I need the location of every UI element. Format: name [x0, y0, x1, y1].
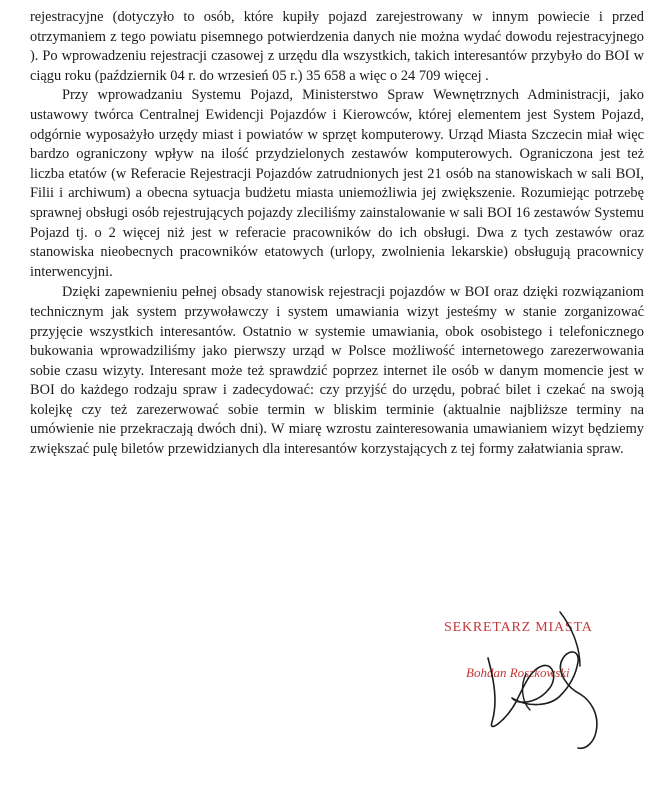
signature-block: [430, 610, 650, 760]
paragraph-system-pojazd: Przy wprowadzaniu Systemu Pojazd, Ministerstwo Spraw Wewnętrznych Administracji, jako ustawowy twórca Centralnej Ewidencji Pojazdów i Kierowców, której elementem jest System Pojazd, odgórnie wyposażyło urzędy miast i powiatów w sprzęt komputerowy. Urząd Miasta Szczecin miał więc bardzo ograniczony wpływ na ilość przydzielonych zestawów komputerowych. Ograniczona jest też liczba etatów (w Referacie Rejestracji Pojazdów zatrudnionych jest 21 osób na stanowiskach w sali BOI, Filii i archiwum) a obecna sytuacja budżetu miasta uniemożliwia jej zwiększenie. Rozumiejąc potrzebę sprawnej obsługi osób rejestrujących pojazdy zleciliśmy zainstalowanie w sali BOI 16 zestawów Systemu Pojazd tj. o 2 więcej niż jest w referacie pracowników do ich obsługi. Dwa z tych zestawów oraz stanowiska nieobecnych pracowników etatowych (urlopy, zwolnienia lekarskie) obsługują pracownicy interwencyjni.: [30, 87, 644, 280]
signature-name: Bohdan Roszkowski: [466, 665, 570, 680]
handwritten-signature: [430, 610, 650, 760]
document-body: [30, 8, 644, 460]
paragraph-appointments: Dzięki zapewnieniu pełnej obsady stanowisk rejestracji pojazdów w BOI oraz dzięki rozwiązaniom technicznym jak system przywoławczy i system umawiania wizyt jesteśmy w stanie zorganizować przyjęcie wszystkich interesantów. Ostatnio w systemie umawiania, obok osobistego i telefonicznego bukowania wprowadziliśmy jako pierwszy urząd w Polsce możliwość internetowego zarezerwowania sobie czasu wizyty. Interesant może też sprawdzić poprzez internet ile osób w danym momencie jest w BOI do każdego rodzaju spraw i zadecydować: czy przyjść do urzędu, pobrać bilet i czekać na swoją kolejkę czy też zarezerwować sobie termin w bliskim terminie (aktualnie najbliższe terminy na umówienie nie przekraczają dwóch dni). W miarę wzrostu zainteresowania umawianiem wizyt będziemy zwiększać pulę biletów przewidzianych dla interesantów korzystających z tej formy załatwiania spraw.: [30, 284, 644, 458]
paragraph-continued: rejestracyjne (dotyczyło to osób, które kupiły pojazd zarejestrowany w innym powiecie i przed otrzymaniem z tego powiatu pisemnego potwierdzenia danych nie można wydać dowodu rejestracyjnego ). Po wprowadzeniu rejestracji czasowej z urzędu dla wszystkich, takich interesantów przybyło do BOI w ciągu roku (październik 04 r. do wrzesień 05 r.) 35 658 a więc o 24 709 więcej .: [30, 9, 644, 84]
signature-title: SEKRETARZ MIASTA: [444, 620, 593, 635]
